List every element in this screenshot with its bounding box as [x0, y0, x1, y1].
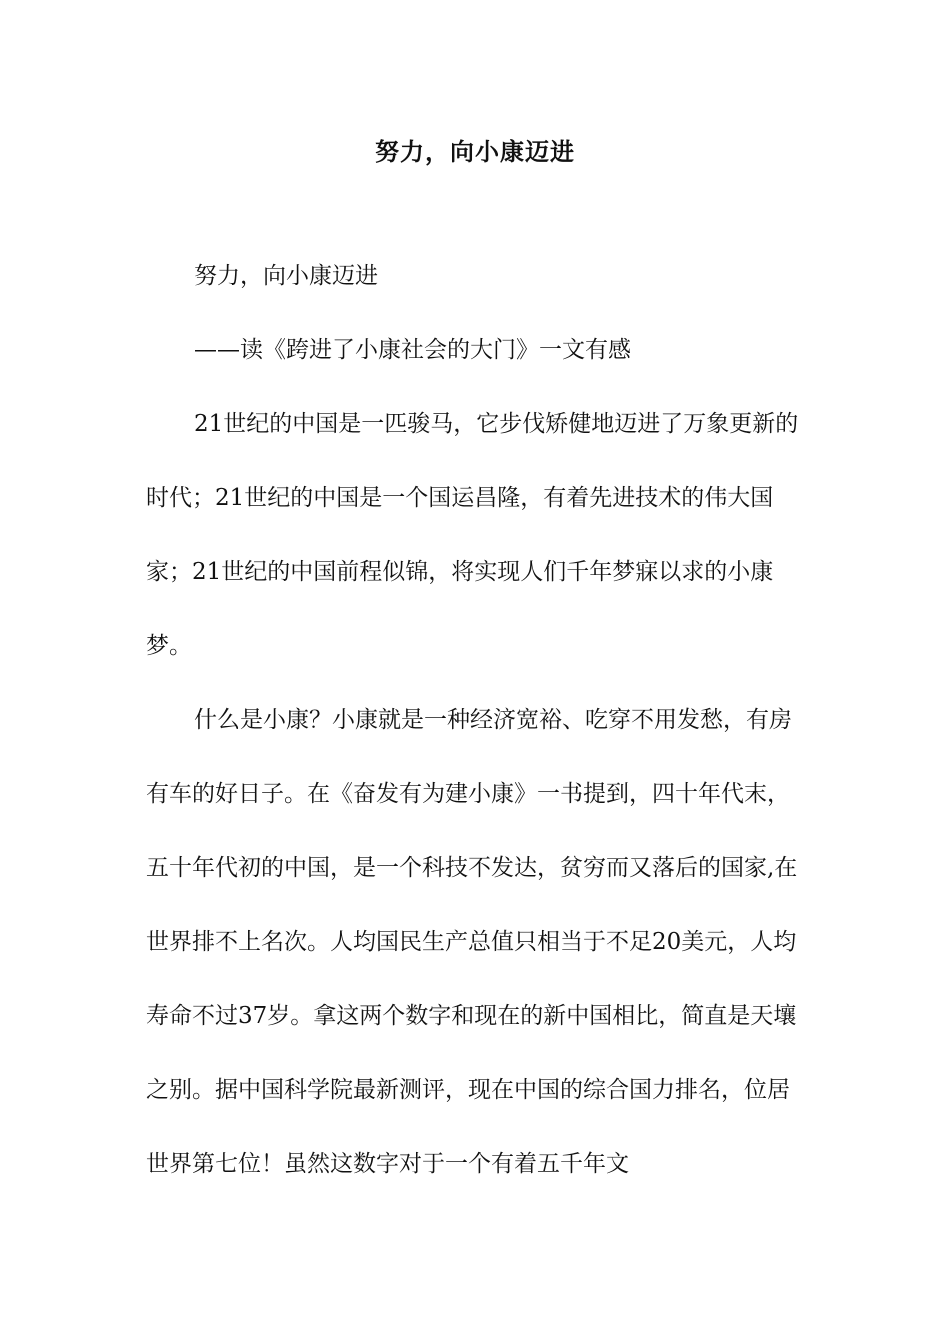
- essay-reading-note: ——读《跨进了小康社会的大门》一文有感: [194, 337, 631, 363]
- document-title: 努力，向小康迈进: [375, 137, 575, 166]
- essay-subtitle: 努力，向小康迈进: [194, 263, 378, 289]
- paragraph-1: 21世纪的中国是一匹骏马，它步伐矫健地迈进了万象更新的时代；21世纪的中国是一个国运昌隆，有着先进技术的伟大国家；21世纪的中国前程似锦，将实现人们千年梦寐以求的小康梦。: [146, 411, 799, 659]
- paragraph-2: 什么是小康？小康就是一种经济宽裕、吃穿不用发愁，有房有车的好日子。在《奋发有为建小康》一书提到，四十年代末，五十年代初的中国，是一个科技不发达，贫穷而又落后的国家,在世界排不上名次。人均国民生产总值只相当于不足20美元，人均寿命不过37岁。拿这两个数字和现在的新中国相比，简直是天壤之别。据中国科学院最新测评，现在中国的综合国力排名，位居世界第七位！虽然这数字对于一个有着五千年文: [146, 707, 798, 1177]
